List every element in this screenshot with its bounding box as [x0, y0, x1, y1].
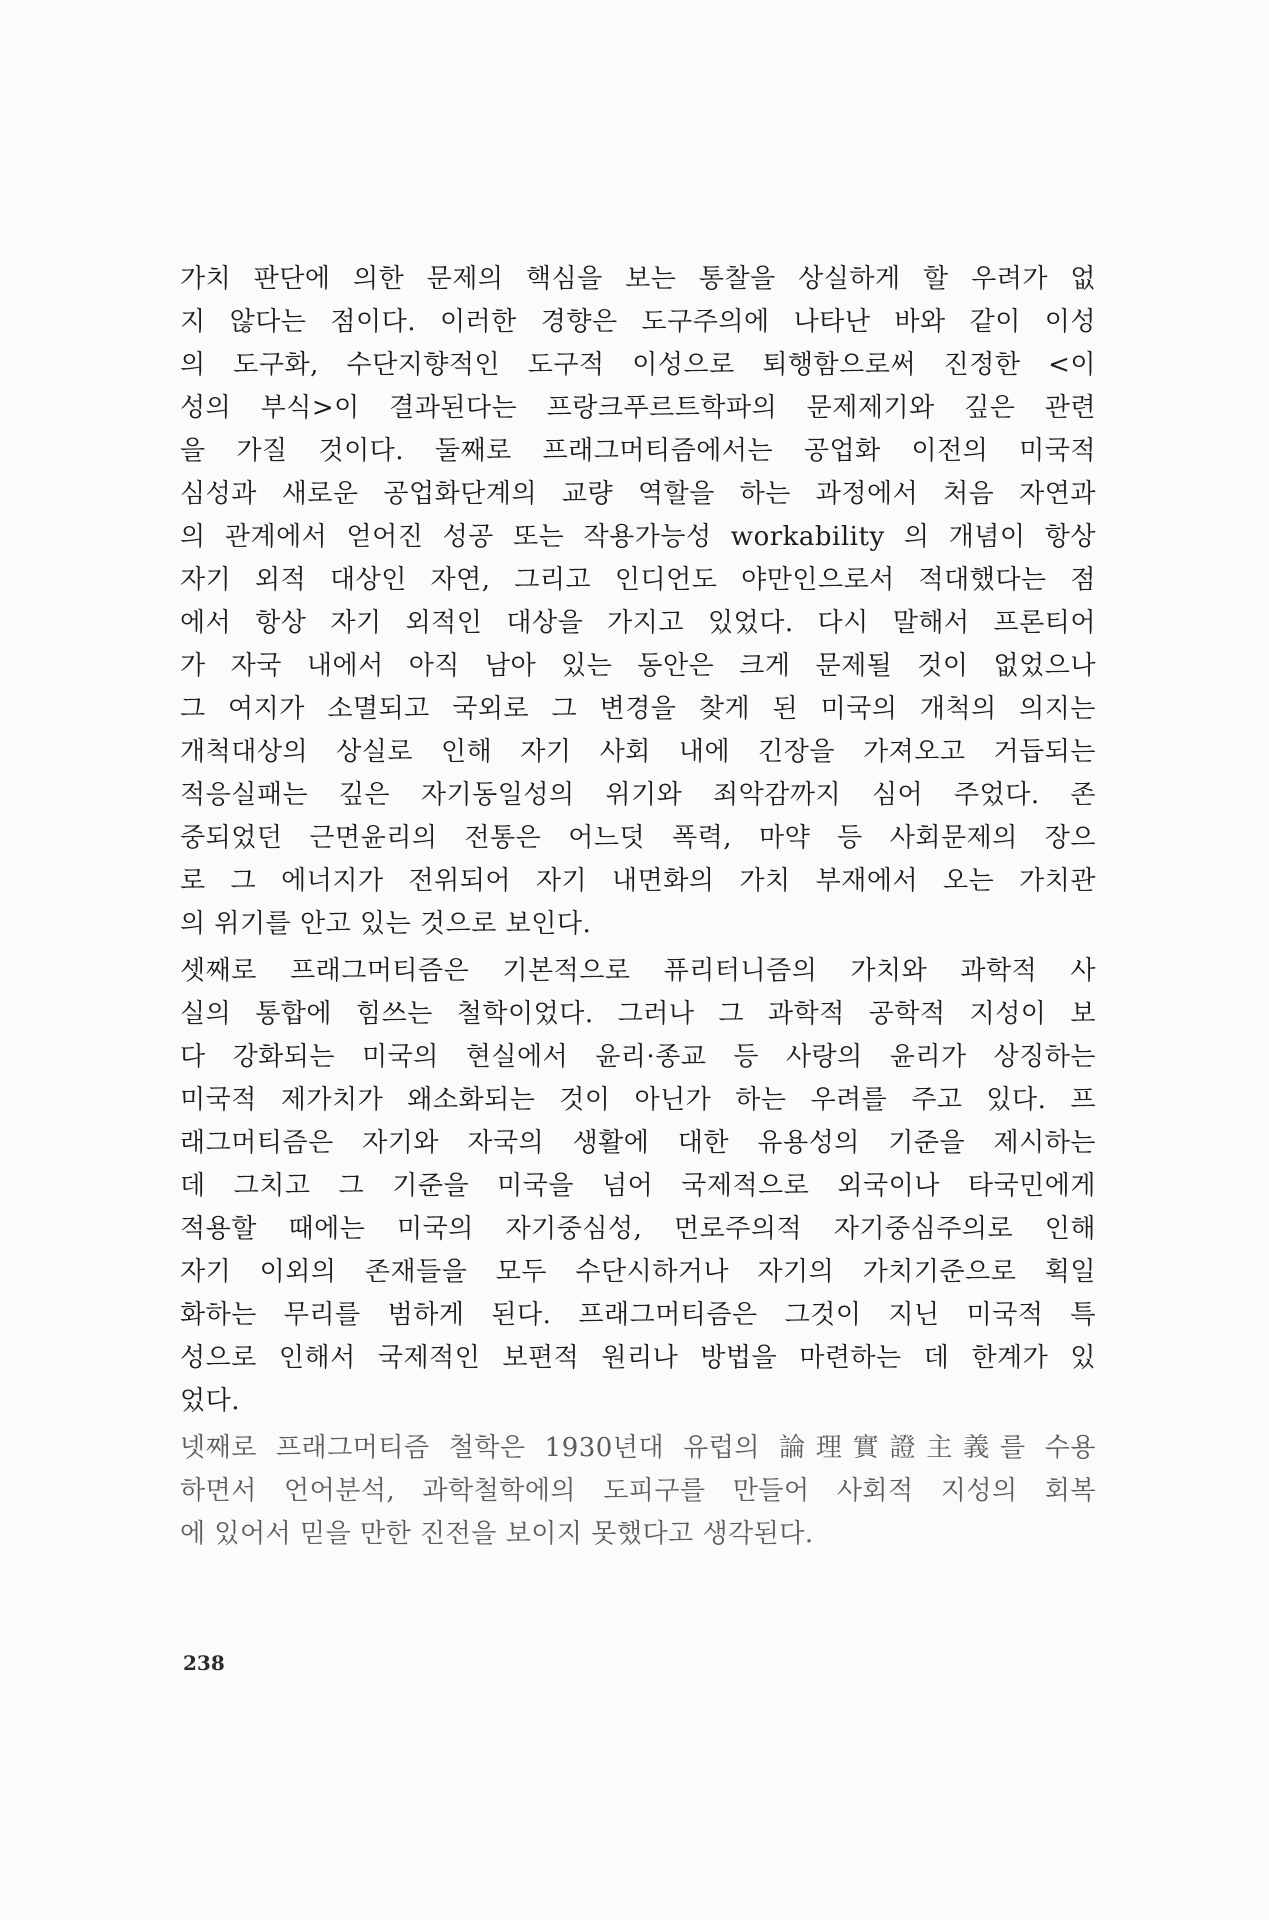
text-line: 래그머티즘은 자기와 자국의 생활에 대한 유용성의 기준을 제시하는	[180, 1128, 1096, 1158]
text-line: 적응실패는 깊은 자기동일성의 위기와 죄악감까지 심어 주었다. 존	[180, 780, 1096, 810]
text-line: 성의 부식>이 결과된다는 프랑크푸르트학파의 문제제기와 깊은 관련	[180, 393, 1096, 423]
text-line: 넷째로 프래그머티즘 철학은 1930년대 유럽의 論理實證主義를 수용	[180, 1433, 1096, 1463]
text-line: 로 그 에너지가 전위되어 자기 내면화의 가치 부재에서 오는 가치관	[180, 866, 1096, 896]
paragraph	[180, 950, 1096, 1423]
text-line: 의 관계에서 얻어진 성공 또는 작용가능성 workability 의 개념이 항상	[180, 522, 1096, 552]
text-line: 다 강화되는 미국의 현실에서 윤리·종교 등 사랑의 윤리가 상징하는	[180, 1042, 1096, 1072]
text-line: 셋째로 프래그머티즘은 기본적으로 퓨리터니즘의 가치와 과학적 사	[180, 956, 1096, 986]
text-line: 었다.	[180, 1386, 240, 1416]
body-text	[180, 258, 1096, 1556]
paragraph	[180, 1427, 1096, 1556]
text-line: 성으로 인해서 국제적인 보편적 원리나 방법을 마련하는 데 한계가 있	[180, 1343, 1096, 1373]
text-line: 가치 판단에 의한 문제의 핵심을 보는 통찰을 상실하게 할 우려가 없	[180, 264, 1096, 294]
text-line: 가 자국 내에서 아직 남아 있는 동안은 크게 문제될 것이 없었으나	[180, 651, 1096, 681]
text-line: 지 않다는 점이다. 이러한 경향은 도구주의에 나타난 바와 같이 이성	[180, 307, 1096, 337]
text-line: 에서 항상 자기 외적인 대상을 가지고 있었다. 다시 말해서 프론티어	[180, 608, 1096, 638]
text-line: 심성과 새로운 공업화단계의 교량 역할을 하는 과정에서 처음 자연과	[180, 479, 1096, 509]
text-line: 그 여지가 소멸되고 국외로 그 변경을 찾게 된 미국의 개척의 의지는	[180, 694, 1096, 724]
text-line: 하면서 언어분석, 과학철학에의 도피구를 만들어 사회적 지성의 회복	[180, 1476, 1096, 1506]
paragraph	[180, 258, 1096, 946]
text-line: 중되었던 근면윤리의 전통은 어느덧 폭력, 마약 등 사회문제의 장으	[180, 823, 1096, 853]
text-line: 자기 외적 대상인 자연, 그리고 인디언도 야만인으로서 적대했다는 점	[180, 565, 1096, 595]
text-line: 개척대상의 상실로 인해 자기 사회 내에 긴장을 가져오고 거듭되는	[180, 737, 1096, 767]
text-line: 화하는 무리를 범하게 된다. 프래그머티즘은 그것이 지닌 미국적 특	[180, 1300, 1096, 1330]
text-line: 실의 통합에 힘쓰는 철학이었다. 그러나 그 과학적 공학적 지성이 보	[180, 999, 1096, 1029]
page-number: 238	[183, 1651, 225, 1675]
text-line: 데 그치고 그 기준을 미국을 넘어 국제적으로 외국이나 타국민에게	[180, 1171, 1096, 1201]
text-line: 을 가질 것이다. 둘째로 프래그머티즘에서는 공업화 이전의 미국적	[180, 436, 1096, 466]
text-line: 에 있어서 믿을 만한 진전을 보이지 못했다고 생각된다.	[180, 1519, 814, 1549]
text-line: 의 위기를 안고 있는 것으로 보인다.	[180, 909, 592, 939]
text-line: 자기 이외의 존재들을 모두 수단시하거나 자기의 가치기준으로 획일	[180, 1257, 1096, 1287]
text-line: 미국적 제가치가 왜소화되는 것이 아닌가 하는 우려를 주고 있다. 프	[180, 1085, 1096, 1115]
text-line: 의 도구화, 수단지향적인 도구적 이성으로 퇴행함으로써 진정한 <이	[180, 350, 1096, 380]
text-line: 적용할 때에는 미국의 자기중심성, 먼로주의적 자기중심주의로 인해	[180, 1214, 1096, 1244]
